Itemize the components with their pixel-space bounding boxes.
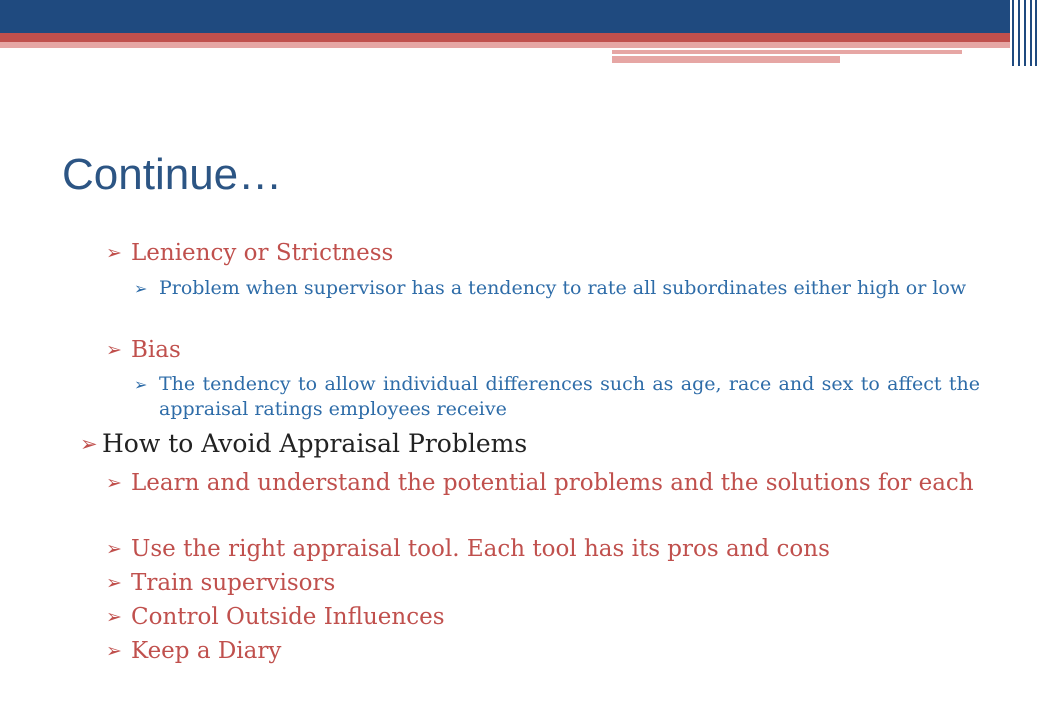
avoid-item bbox=[106, 468, 980, 498]
bullet-bias-label: Bias bbox=[131, 337, 181, 363]
avoid-heading-text: How to Avoid Appraisal Problems bbox=[102, 429, 528, 458]
arrow-bullet-icon: ➢ bbox=[80, 432, 98, 456]
arrow-bullet-icon: ➢ bbox=[106, 572, 122, 594]
avoid-item-text: Train supervisors bbox=[131, 570, 336, 596]
bullet-leniency-detail-text: Problem when supervisor has a tendency to rate all subordinates either high or low bbox=[159, 277, 967, 299]
bullet-leniency bbox=[106, 238, 980, 268]
avoid-item-text: Control Outside Influences bbox=[131, 604, 445, 630]
bullet-bias-detail-text: The tendency to allow individual differences such as age, race and sex to affect the appraisal ratings employees receive bbox=[159, 373, 980, 420]
bullet-leniency-label: Leniency or Strictness bbox=[131, 240, 394, 266]
avoid-item bbox=[106, 602, 980, 632]
avoid-item bbox=[106, 534, 980, 564]
arrow-bullet-icon: ➢ bbox=[106, 472, 122, 494]
arrow-bullet-icon: ➢ bbox=[134, 375, 148, 394]
bullet-leniency-detail bbox=[134, 276, 980, 301]
arrow-bullet-icon: ➢ bbox=[106, 242, 122, 264]
arrow-bullet-icon: ➢ bbox=[106, 606, 122, 628]
avoid-item-text: Use the right appraisal tool. Each tool has its pros and cons bbox=[131, 536, 830, 562]
arrow-bullet-icon: ➢ bbox=[106, 339, 122, 361]
arrow-bullet-icon: ➢ bbox=[106, 538, 122, 560]
avoid-item-text: Learn and understand the potential problems and the solutions for each bbox=[131, 470, 974, 496]
arrow-bullet-icon: ➢ bbox=[134, 279, 148, 298]
avoid-item bbox=[106, 636, 980, 666]
bullet-bias bbox=[106, 335, 980, 365]
avoid-item-text: Keep a Diary bbox=[131, 638, 282, 664]
arrow-bullet-icon: ➢ bbox=[106, 640, 122, 662]
bullet-avoid-heading bbox=[80, 428, 980, 460]
bullet-bias-detail bbox=[134, 372, 980, 422]
slide-title: Continue… bbox=[62, 150, 283, 199]
avoid-item bbox=[106, 568, 980, 598]
